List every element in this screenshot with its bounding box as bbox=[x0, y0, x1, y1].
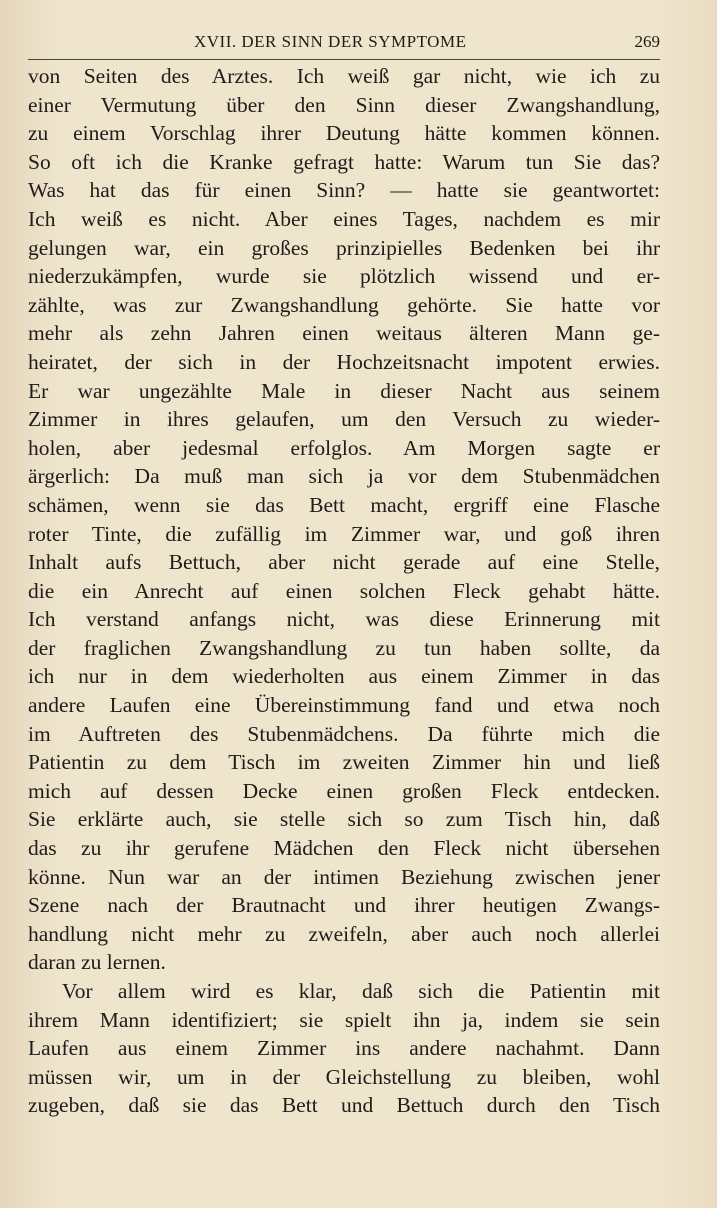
show-through-text bbox=[110, 6, 670, 24]
chapter-title: XVII. DER SINN DER SYMPTOME bbox=[194, 32, 467, 51]
text-line: von Seiten des Arztes. Ich weiß gar nicht, wie ich zu bbox=[28, 64, 660, 88]
text-line: ärgerlich: Da muß man sich ja vor dem Stubenmädchen bbox=[28, 464, 660, 489]
text-line: andere Laufen eine Übereinstimmung fand und etwa noch bbox=[28, 693, 660, 718]
text-line: Laufen aus einem Zimmer ins andere nachahmt. Dann bbox=[28, 1036, 660, 1061]
body-text bbox=[28, 62, 660, 1120]
text-line: Ich weiß es nicht. Aber eines Tages, nachdem es mir bbox=[28, 206, 660, 231]
page-number: 269 bbox=[634, 32, 660, 51]
text-line: zugeben, daß sie das Bett und Bettuch durch den Tisch bbox=[28, 1093, 660, 1118]
text-line: ihrem Mann identifiziert; sie spielt ihn ja, indem sie sein bbox=[28, 1007, 660, 1032]
text-line: gelungen war, ein großes prinzipielles Bedenken bei ihr bbox=[28, 235, 660, 260]
text-line: holen, aber jedesmal erfolglos. Am Morgen sagte er bbox=[28, 435, 660, 460]
text-line: mehr als zehn Jahren einen weitaus älteren Mann ge- bbox=[28, 321, 660, 346]
running-head bbox=[28, 30, 660, 60]
text-line: im Auftreten des Stubenmädchens. Da führte mich die bbox=[28, 721, 660, 746]
text-line: Was hat das für einen Sinn? — hatte sie geantwortet: bbox=[28, 178, 660, 203]
text-line: handlung nicht mehr zu zweifeln, aber auch noch allerlei bbox=[28, 921, 660, 946]
header-rule bbox=[28, 59, 660, 60]
text-line: roter Tinte, die zufällig im Zimmer war, und goß ihren bbox=[28, 521, 660, 546]
text-line: die ein Anrecht auf einen solchen Fleck gehabt hätte. bbox=[28, 578, 660, 603]
text-line: niederzukämpfen, wurde sie plötzlich wissend und er- bbox=[28, 264, 660, 289]
text-line: ich nur in dem wiederholten aus einem Zimmer in das bbox=[28, 664, 660, 689]
text-line: Vor allem wird es klar, daß sich die Patientin mit bbox=[62, 979, 660, 1003]
text-line: müssen wir, um in der Gleichstellung zu bleiben, wohl bbox=[28, 1064, 660, 1089]
text-line: heiratet, der sich in der Hochzeitsnacht impotent erwies. bbox=[28, 349, 660, 374]
text-line: Er war ungezählte Male in dieser Nacht aus seinem bbox=[28, 378, 660, 403]
text-line: Inhalt aufs Bettuch, aber nicht gerade auf eine Stelle, bbox=[28, 550, 660, 575]
text-line: Sie erklärte auch, sie stelle sich so zum Tisch hin, daß bbox=[28, 807, 660, 832]
text-line: mich auf dessen Decke einen großen Fleck entdecken. bbox=[28, 778, 660, 803]
text-line: könne. Nun war an der intimen Beziehung zwischen jener bbox=[28, 864, 660, 889]
text-line: So oft ich die Kranke gefragt hatte: Warum tun Sie das? bbox=[28, 149, 660, 174]
text-line: der fraglichen Zwangshandlung zu tun haben sollte, da bbox=[28, 635, 660, 660]
text-line: Szene nach der Brautnacht und ihrer heutigen Zwangs- bbox=[28, 893, 660, 918]
text-line: das zu ihr gerufene Mädchen den Fleck nicht übersehen bbox=[28, 836, 660, 861]
text-line: schämen, wenn sie das Bett macht, ergriff eine Flasche bbox=[28, 492, 660, 517]
text-line: Patientin zu dem Tisch im zweiten Zimmer hin und ließ bbox=[28, 750, 660, 775]
text-line: daran zu lernen. bbox=[28, 950, 166, 975]
text-line: Ich verstand anfangs nicht, was diese Erinnerung mit bbox=[28, 607, 660, 632]
text-line: zählte, was zur Zwangshandlung gehörte. Sie hatte vor bbox=[28, 292, 660, 317]
text-line: Zimmer in ihres gelaufen, um den Versuch zu wieder- bbox=[28, 407, 660, 432]
text-line: zu einem Vorschlag ihrer Deutung hätte kommen können. bbox=[28, 121, 660, 146]
text-line: einer Vermutung über den Sinn dieser Zwangshandlung, bbox=[28, 92, 660, 117]
